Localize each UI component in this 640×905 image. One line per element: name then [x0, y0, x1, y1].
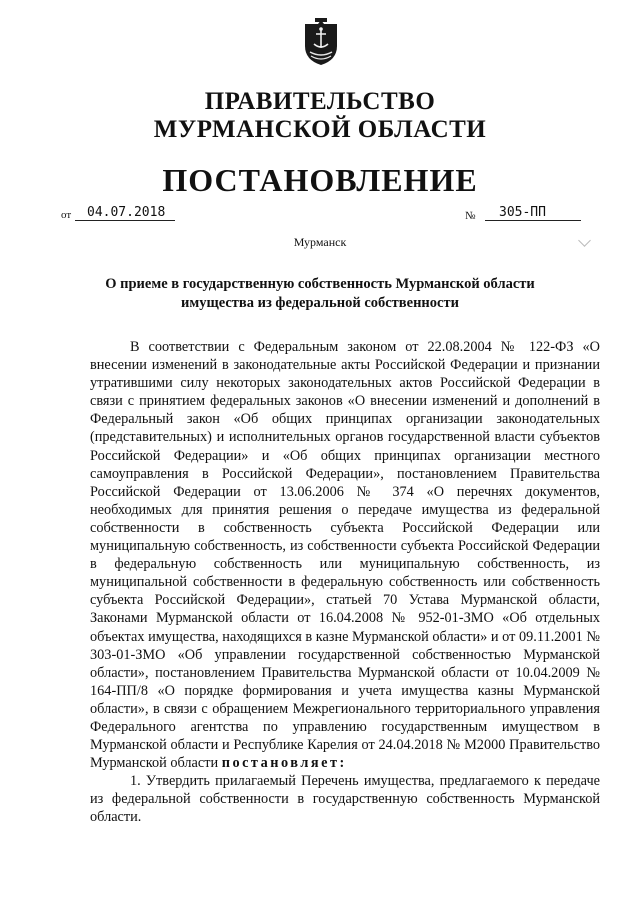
- subject-line2: имущества из федеральной собственности: [181, 295, 459, 311]
- document-body: [90, 338, 600, 827]
- date-field: [75, 205, 175, 221]
- subject-line1: О приеме в государственную собственность Мурманской области: [105, 276, 535, 292]
- date-value: 04.07.2018: [87, 205, 166, 220]
- number-label: №: [465, 210, 476, 222]
- coat-of-arms-icon: [302, 18, 340, 66]
- government-title-line1: ПРАВИТЕЛЬСТВО: [204, 88, 436, 115]
- number-value: 305-ПП: [499, 205, 546, 220]
- document-type-title: ПОСТАНОВЛЕНИЕ: [162, 162, 478, 198]
- decree-keyword: постановляет:: [221, 755, 347, 772]
- body-paragraph-2: 1. Утвердить прилагаемый Перечень имущества, предлагаемого к передаче из федеральной собственности в государственную собственность Мурманской области.: [90, 773, 600, 826]
- number-field: [485, 205, 581, 221]
- document-subject: [0, 275, 640, 313]
- body-paragraph-1: [90, 338, 600, 772]
- government-title-line2: МУРМАНСКОЙ ОБЛАСТИ: [153, 116, 487, 143]
- city-name: Мурманск: [293, 235, 347, 249]
- date-label: от: [61, 209, 72, 221]
- body-paragraph-1-text: В соответствии с Федеральным законом от 22.08.2004 № 122-ФЗ «О внесении изменений в законодательные акты Российской Федерации и признании утратившими силу некоторых законодательных актов Российской Федерации в связи с принятием федеральных законов «О внесении изменений и дополнений в Федеральный закон «Об общих принципах организации законодательных (представительных) и исполнительных органов государственной власти субъектов Российской Федерации» и «Об общих принципах организации местного самоуправления в Российской Федерации», постановлением Правительства Российской Федерации от 13.06.2006 № 374 «О перечнях документов, необходимых для принятия решения о передаче имущества из федеральной собственности в собственность субъекта Российской Федерации или муниципальную собственность, из собственности субъекта Российской Федерации в федеральную собственность или муниципальную собственность, из муниципальной собственности в федеральную собственность или собственность субъекта Российской Федерации», статьей 70 Устава Мурманской области, Законами Мурманской области от 16.04.2008 № 952-01-ЗМО «Об отдельных объектах имущества, находящихся в казне Мурманской области» и от 09.11.2001 № 303-01-ЗМО «Об управлении государственной собственностью Мурманской области», постановлением Правительства Мурманской области от 10.04.2009 № 164-ПП/8 «О порядке формирования и учета имущества казны Мурманской области», в связи с обращением Межрегионального территориального управления Федерального агентства по управлению государственным имуществом в Мурманской области и Республике Карелия от 24.04.2018 № М2000 Правительство Мурманской области: [90, 339, 600, 772]
